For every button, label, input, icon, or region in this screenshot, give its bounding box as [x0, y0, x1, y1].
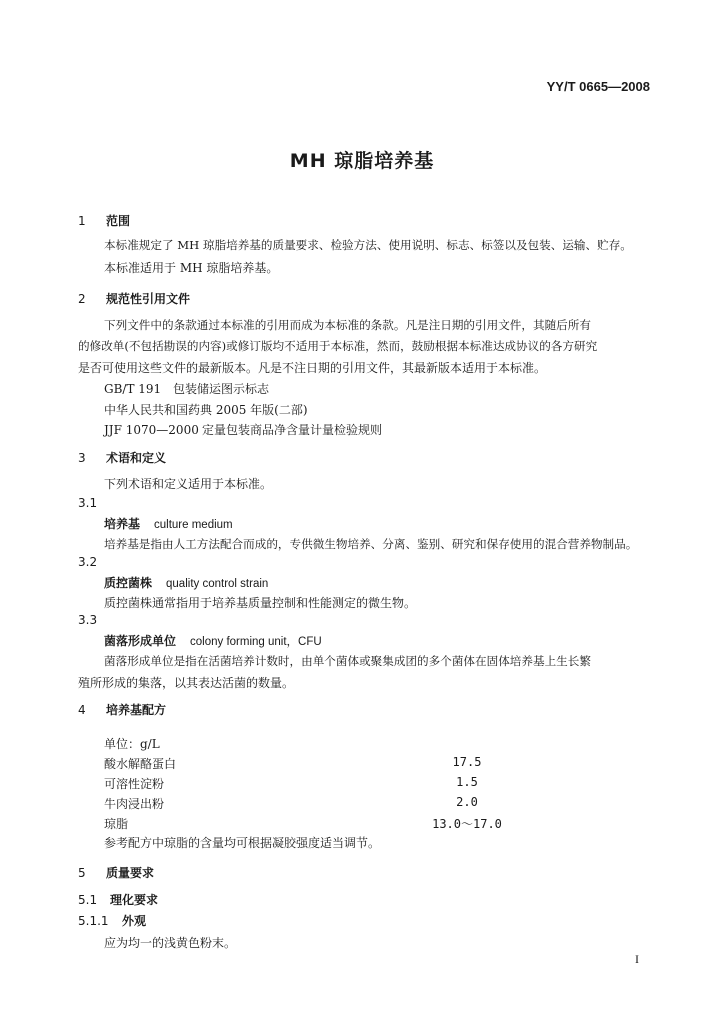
formula-ingredient: 酸水解酪蛋白 — [104, 757, 177, 771]
term-definition: 殖所形成的集落，以其表达活菌的数量。 — [78, 676, 295, 690]
terms-intro: 下列术语和定义适用于本标准。 — [104, 477, 273, 491]
appearance-text: 应为均一的浅黄色粉末。 — [104, 936, 237, 950]
references-paragraph-line: 下列文件中的条款通过本标准的引用而成为本标准的条款。凡是注日期的引用文件，其随后所有 — [104, 318, 591, 332]
section-number: 2 — [78, 292, 86, 306]
section-title: 术语和定义 — [106, 451, 167, 465]
formula-ingredient: 琼脂 — [104, 817, 129, 831]
section-2-heading — [78, 290, 190, 307]
reference-code: GB/T 191 — [104, 382, 162, 396]
formula-ingredient: 牛肉浸出粉 — [104, 797, 165, 811]
subsection-5-1-1-heading — [78, 912, 146, 929]
section-4-heading — [78, 701, 166, 718]
section-title: 规范性引用文件 — [106, 292, 191, 306]
section-number: 3 — [78, 451, 86, 465]
term-heading — [104, 515, 233, 532]
term-english: quality control strain — [166, 578, 269, 590]
section-title: 范围 — [106, 214, 131, 228]
document-title: MH 琼脂培养基 — [289, 150, 435, 172]
section-number: 1 — [78, 214, 86, 228]
section-title: 培养基配方 — [106, 703, 167, 717]
reference-code: 中华人民共和国药典 2005 年版(二部) — [104, 403, 308, 417]
term-heading — [104, 632, 322, 649]
section-5-heading — [78, 864, 154, 881]
reference-item — [104, 421, 382, 438]
term-number: 3.1 — [78, 496, 98, 510]
term-number: 3.2 — [78, 555, 98, 569]
subsection-number: 5.1 — [78, 893, 98, 907]
references-paragraph-line: 是否可使用这些文件的最新版本。凡是不注日期的引用文件，其最新版本适用于本标准。 — [78, 361, 547, 375]
section-3-heading — [78, 449, 166, 466]
section-number: 5 — [78, 866, 86, 880]
reference-code: JJF 1070—2000 — [104, 423, 199, 437]
term-heading — [104, 574, 268, 591]
term-chinese: 菌落形成单位 — [104, 634, 177, 648]
section-1-heading — [78, 212, 130, 229]
formula-value: 2.0 — [456, 795, 478, 809]
formula-unit: 单位：g/L — [104, 737, 160, 751]
scope-paragraph-2: 本标准适用于 MH 琼脂培养基。 — [104, 261, 279, 275]
term-english: colony forming unit，CFU — [190, 636, 322, 648]
term-definition: 菌落形成单位是指在活菌培养计数时，由单个菌体或聚集成团的多个菌体在固体培养基上生长繁 — [104, 654, 591, 668]
reference-item — [104, 380, 269, 397]
standard-code: YY/T 0665—2008 — [546, 79, 650, 94]
subsection-number: 5.1.1 — [78, 914, 109, 928]
formula-value: 13.0～17.0 — [432, 817, 502, 831]
section-title: 质量要求 — [106, 866, 155, 880]
subsection-5-1-heading — [78, 891, 158, 908]
page-number: I — [635, 952, 639, 966]
references-paragraph-line: 的修改单(不包括勘误的内容)或修订版均不适用于本标准，然而，鼓励根据本标准达成协议的各方研究 — [78, 339, 598, 353]
term-number: 3.3 — [78, 613, 98, 627]
formula-value: 17.5 — [452, 755, 482, 769]
term-chinese: 培养基 — [104, 517, 141, 531]
reference-item — [104, 401, 308, 418]
reference-title: 定量包装商品净含量计量检验规则 — [202, 423, 383, 437]
formula-note: 参考配方中琼脂的含量均可根据凝胶强度适当调节。 — [104, 836, 381, 850]
scope-paragraph-1: 本标准规定了 MH 琼脂培养基的质量要求、检验方法、使用说明、标志、标签以及包装、运输、贮存。 — [104, 238, 632, 252]
formula-value: 1.5 — [456, 775, 478, 789]
term-english: culture medium — [154, 519, 233, 531]
subsection-title: 理化要求 — [110, 893, 159, 907]
term-definition: 质控菌株通常指用于培养基质量控制和性能测定的微生物。 — [104, 596, 417, 610]
section-number: 4 — [78, 703, 86, 717]
term-definition: 培养基是指由人工方法配合而成的，专供微生物培养、分离、鉴别、研究和保存使用的混合营养物制品。 — [104, 537, 638, 551]
subsection-title: 外观 — [122, 914, 147, 928]
formula-ingredient: 可溶性淀粉 — [104, 777, 165, 791]
term-chinese: 质控菌株 — [104, 576, 153, 590]
reference-title: 包装储运图示标志 — [173, 382, 270, 396]
